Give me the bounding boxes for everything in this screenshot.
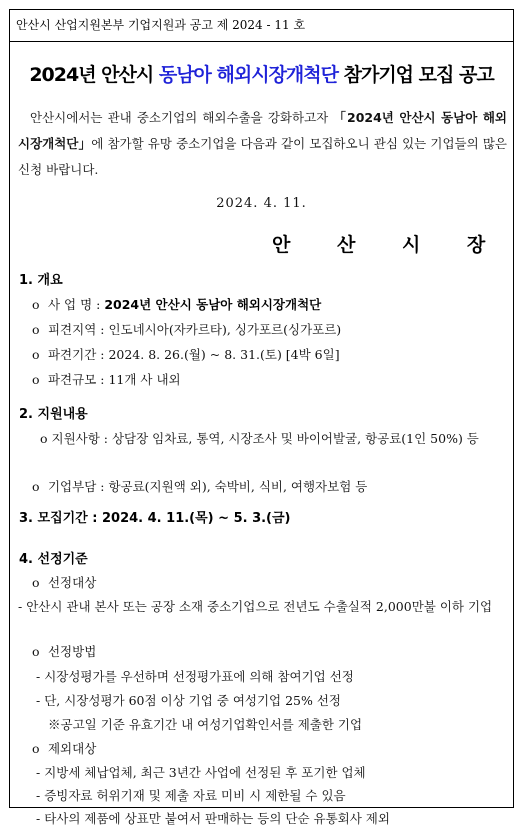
section-heading-recruit: 3. 모집기간 : 2024. 4. 11.(목) ~ 5. 3.(금) bbox=[19, 511, 291, 526]
list-item bbox=[32, 345, 340, 363]
list-item bbox=[32, 295, 321, 313]
exclude-line-1: - 지방세 체납업체, 최근 3년간 사업에 선정된 후 포기한 업체 bbox=[36, 765, 366, 780]
intro-part2: 에 참가할 유망 중소기업을 다음과 같이 모집하오니 관심 있는 기업들의 많은 신청 바랍니다. bbox=[18, 136, 507, 177]
title-prefix: 2024년 안산시 bbox=[29, 64, 159, 86]
project-value: 2024년 안산시 동남아 해외시장개척단 bbox=[104, 297, 322, 312]
issuer: 안 산 시 장 bbox=[272, 234, 506, 256]
bullet: o bbox=[32, 347, 40, 362]
target-title: 선정대상 bbox=[47, 575, 97, 590]
section-heading-support: 2. 지원내용 bbox=[19, 407, 88, 422]
notice-document bbox=[9, 9, 514, 826]
bullet: o bbox=[32, 297, 40, 312]
method-line-2: - 단, 시장성평가 60점 이상 기업 중 여성기업 25% 선정 bbox=[36, 693, 341, 708]
title-suffix: 참가기업 모집 공고 bbox=[338, 64, 494, 86]
list-item bbox=[32, 642, 96, 660]
region-text: 피견지역 : 인도네시아(자카르타), 싱가포르(싱가포르) bbox=[47, 322, 342, 337]
exclude-line-2: - 증빙자료 허위기재 및 제출 자료 미비 시 제한될 수 있음 bbox=[36, 788, 346, 803]
section-heading-criteria: 4. 선정기준 bbox=[19, 552, 88, 567]
title-highlight: 동남아 해외시장개척단 bbox=[158, 64, 338, 86]
scale-text: 파견규모 : 11개 사 내외 bbox=[47, 372, 181, 387]
target-desc: - 안산시 관내 본사 또는 공장 소재 중소기업으로 전년도 수출실적 2,000만불 이하 기업 bbox=[18, 599, 493, 614]
period-text: 파견기간 : 2024. 8. 26.(월) ~ 8. 31.(토) [4박 6일] bbox=[47, 347, 340, 362]
notice-date: 2024. 4. 11. bbox=[216, 196, 307, 211]
section-heading-overview: 1. 개요 bbox=[19, 273, 63, 288]
list-item bbox=[32, 320, 341, 338]
method-line-1: - 시장성평가를 우선하며 선정평가표에 의해 참여기업 선정 bbox=[36, 669, 354, 684]
intro-part1: 안산시에서는 관내 중소기업의 해외수출을 강화하고자 bbox=[30, 110, 334, 125]
support-items-text: o 지원사항 : 상담장 임차료, 통역, 시장조사 및 바이어발굴, 항공료(1인 50%) 등 bbox=[40, 431, 479, 446]
list-item bbox=[32, 573, 96, 591]
list-item bbox=[32, 477, 367, 495]
intro-paragraph bbox=[18, 105, 507, 183]
bullet: o bbox=[32, 372, 40, 387]
page-title bbox=[10, 60, 513, 87]
project-label: 사 업 명 : bbox=[47, 297, 105, 312]
method-note: ※공고일 기준 유효기간 내 여성기업확인서를 제출한 기업 bbox=[48, 717, 363, 732]
method-title: 선정방법 bbox=[47, 644, 97, 659]
notice-number: 안산시 산업지원본부 기업지원과 공고 제 2024 - 11 호 bbox=[10, 10, 513, 42]
bullet: o bbox=[32, 479, 40, 494]
intro-bold: 「2024년 안산시 동남아 해외시장개척단」 bbox=[18, 110, 507, 151]
list-item bbox=[32, 370, 181, 388]
bullet: o bbox=[32, 741, 40, 756]
list-item bbox=[32, 739, 96, 757]
bullet: o bbox=[32, 575, 40, 590]
burden-text: 기업부담 : 항공료(지원액 외), 숙박비, 식비, 여행자보험 등 bbox=[47, 479, 368, 494]
exclude-title: 제외대상 bbox=[47, 741, 97, 756]
exclude-line-3: - 타사의 제품에 상표만 붙여서 판매하는 등의 단순 유통회사 제외 bbox=[36, 811, 390, 826]
bullet: o bbox=[32, 644, 40, 659]
bullet: o bbox=[32, 322, 40, 337]
